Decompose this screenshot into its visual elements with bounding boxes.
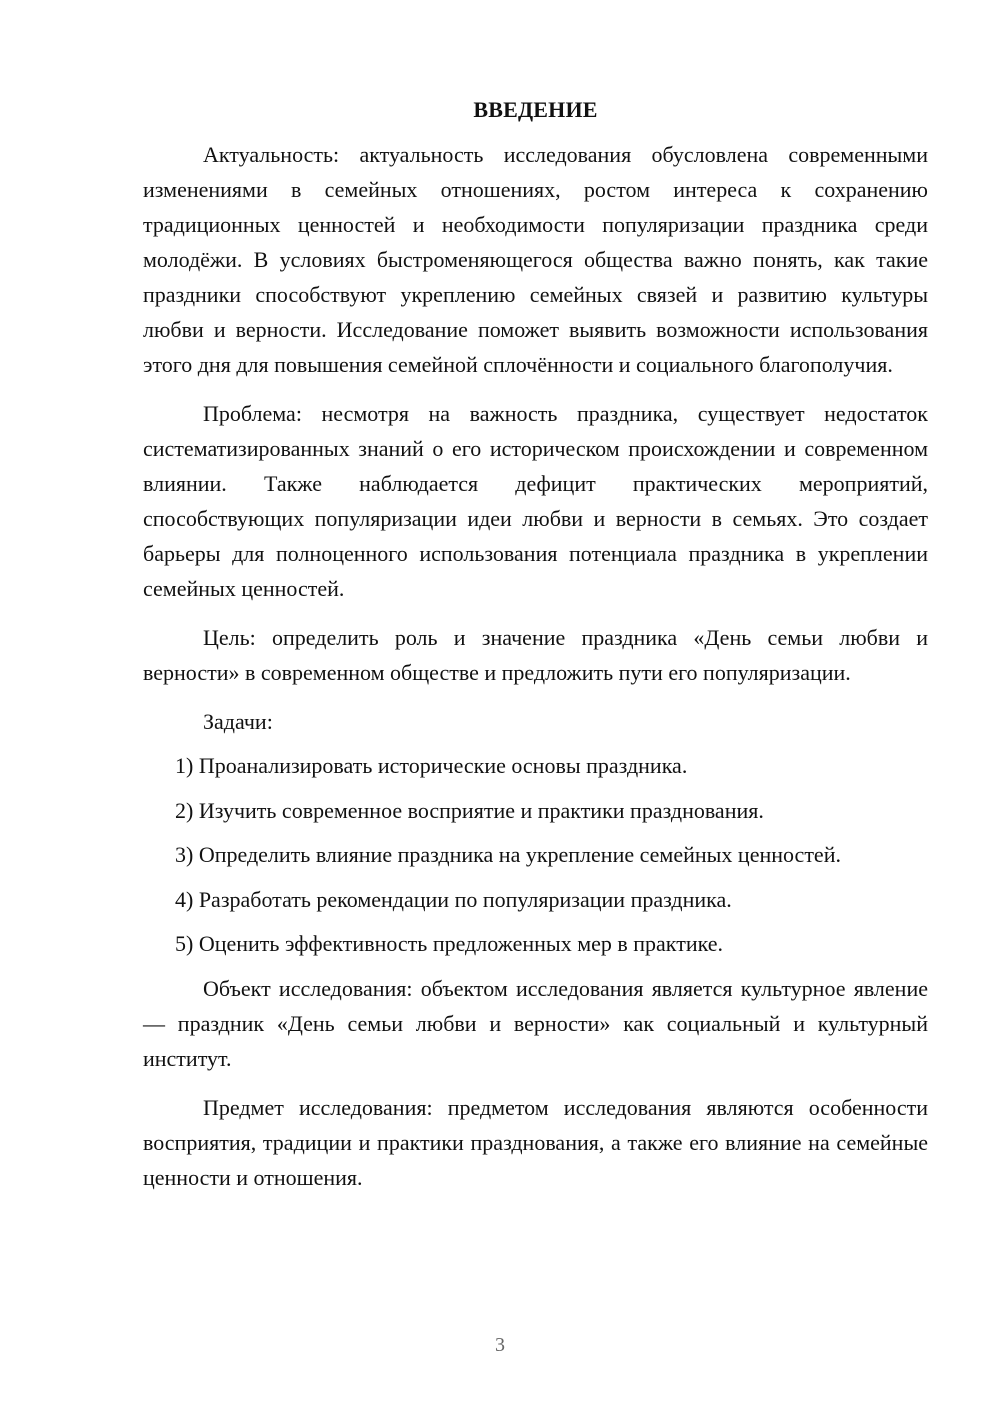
task-item-1: 1) Проанализировать исторические основы праздника.: [175, 753, 688, 778]
document-page: [143, 95, 928, 1209]
task-item-3: 3) Определить влияние праздника на укрепление семейных ценностей.: [175, 842, 841, 867]
problem-paragraph: Проблема: несмотря на важность праздника, существует недостаток систематизированных знаний о его историческом происхождении и современном влиянии. Также наблюдается дефицит практических мероприятий, способствующих популяризации идеи любви и верности в семьях. Это создает барьеры для полноценного использования потенциала праздника в укреплении семейных ценностей.: [143, 401, 928, 601]
relevance-paragraph: Актуальность: актуальность исследования обусловлена современными изменениями в семейных отношениях, ростом интереса к сохранению традиционных ценностей и необходимости популяризации праздника среди молодёжи. В условиях быстроменяющегося общества важно понять, как такие праздники способствуют укреплению семейных связей и развитию культуры любви и верности. Исследование поможет выявить возможности использования этого дня для повышения семейной сплочённости и социального благополучия.: [143, 142, 928, 377]
tasks-heading: Задачи:: [203, 709, 273, 734]
task-item-4: 4) Разработать рекомендации по популяризации праздника.: [175, 886, 732, 912]
subject-paragraph: Предмет исследования: предметом исследования являются особенности восприятия, традиции и практики празднования, а также его влияние на семейные ценности и отношения.: [143, 1095, 928, 1190]
page-number: 3: [495, 1334, 505, 1356]
object-paragraph: Объект исследования: объектом исследования является культурное явление — праздник «День семьи любви и верности» как социальный и культурный институт.: [143, 976, 928, 1071]
page-title: ВВЕДЕНИЕ: [473, 97, 598, 122]
task-item-2: 2) Изучить современное восприятие и практики празднования.: [175, 797, 764, 823]
task-item-5: 5) Оценить эффективность предложенных мер в практике.: [175, 931, 723, 956]
goal-paragraph: Цель: определить роль и значение праздника «День семьи любви и верности» в современном обществе и предложить пути его популяризации.: [143, 625, 928, 685]
task-list: [143, 748, 928, 961]
